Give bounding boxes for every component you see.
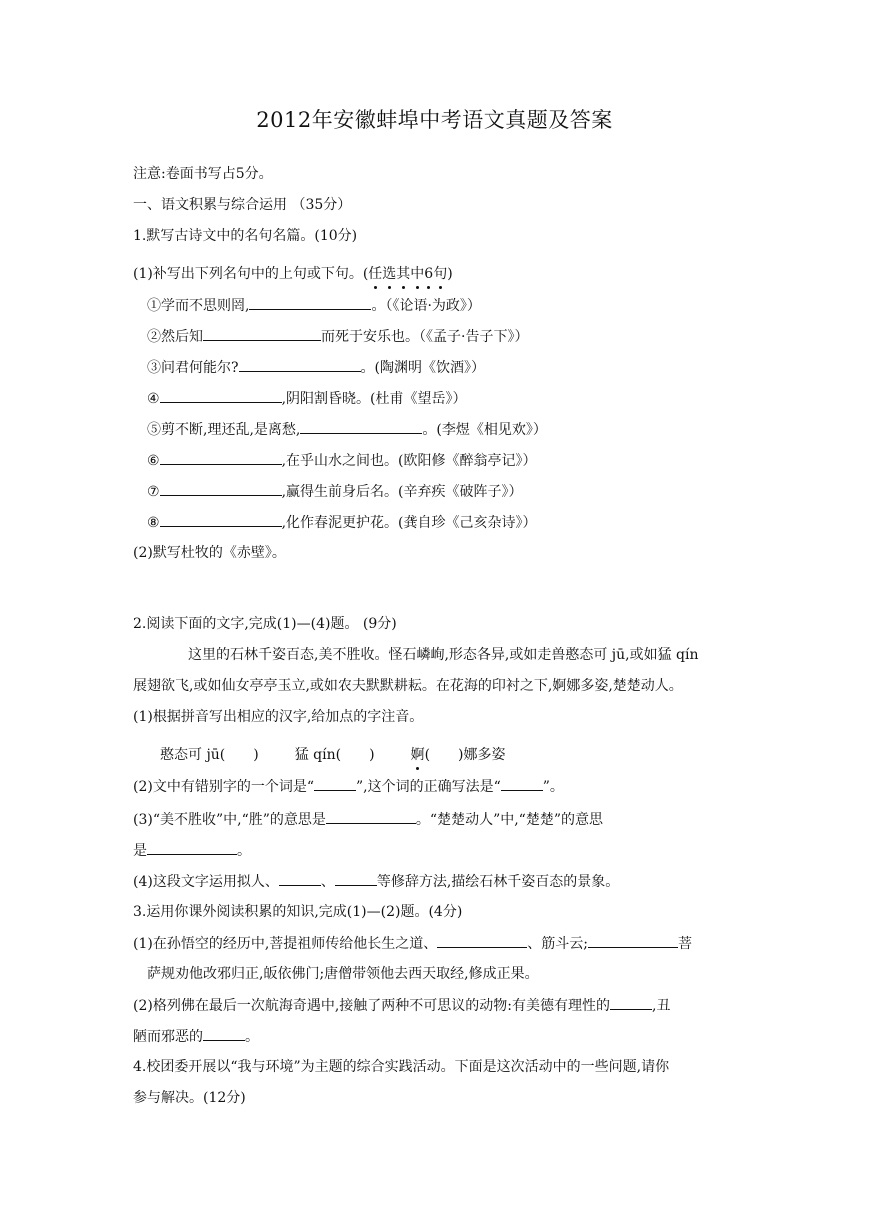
question-text: ”,这个词的正确写法是“ bbox=[356, 779, 501, 795]
answer-blank[interactable] bbox=[160, 388, 282, 403]
q2-sub2 bbox=[133, 776, 564, 797]
answer-blank[interactable] bbox=[160, 450, 282, 465]
item-text: ,赢得生前身后名。(辛弃疾《破阵子》） bbox=[281, 484, 523, 500]
answer-blank[interactable] bbox=[437, 933, 527, 948]
q1-sub2: (2)默写杜牧的《赤壁》。 bbox=[133, 545, 286, 561]
q3-sub1-line-2: 萨规劝他改邪归正,皈依佛门;唐僧带领他去西天取经,修成正果。 bbox=[147, 966, 539, 982]
item-text: ⑧ bbox=[147, 515, 160, 531]
question-text: 等修辞方法,描绘石林千姿百态的景象。 bbox=[376, 874, 620, 890]
q2-sub1: (1)根据拼音写出相应的汉字,给加点的字注音。 bbox=[133, 709, 424, 725]
question-text: ”。 bbox=[542, 779, 564, 795]
question-text: 是 bbox=[133, 843, 147, 859]
question-text: 陋而邪恶的 bbox=[133, 1029, 203, 1045]
answer-blank[interactable] bbox=[501, 776, 543, 791]
item-text: ⑤剪不断,理还乱,是离愁, bbox=[147, 422, 301, 438]
q3-heading: 3.运用你课外阅读积累的知识,完成(1)—(2)题。(4分) bbox=[133, 904, 463, 920]
q1-item-8 bbox=[147, 512, 536, 533]
question-text: 。 bbox=[245, 1029, 259, 1045]
question-text: (2)文中有错别字的一个词是“ bbox=[133, 779, 314, 795]
question-text: (1)在孙悟空的经历中,菩提祖师传给他长生之道、 bbox=[133, 936, 438, 952]
question-text: (4)这段文字运用拟人、 bbox=[133, 874, 279, 890]
item-text: ③问君何能尔? bbox=[147, 360, 239, 376]
item-text: ,阴阳割昏晓。(杜甫《望岳》） bbox=[281, 391, 467, 407]
note-line: 注意:卷面书写占5分。 bbox=[133, 166, 273, 182]
emphasis-char: 6 bbox=[424, 266, 434, 282]
answer-blank[interactable] bbox=[249, 295, 371, 310]
item-text: 。(李煜《相见欢》） bbox=[422, 422, 547, 438]
q4-line-2: 参与解决。(12分) bbox=[133, 1090, 246, 1106]
q2-pinyin-line bbox=[160, 745, 506, 765]
item-text: ④ bbox=[147, 391, 160, 407]
answer-blank[interactable] bbox=[326, 809, 416, 824]
emphasis-char: 任 bbox=[368, 266, 383, 282]
item-text: ②然后知 bbox=[147, 329, 203, 345]
question-text: 、 bbox=[320, 874, 335, 890]
pinyin-item: ( )娜多姿 bbox=[424, 747, 506, 763]
question-text: (3)“美不胜收”中,“胜”的意思是 bbox=[133, 812, 326, 828]
answer-blank[interactable] bbox=[279, 871, 321, 886]
answer-blank[interactable] bbox=[300, 419, 422, 434]
answer-blank[interactable] bbox=[160, 481, 282, 496]
item-text: ,在乎山水之间也。(欧阳修《醉翁亭记》） bbox=[281, 453, 537, 469]
item-text: 。(陶渊明《饮酒》） bbox=[360, 360, 485, 376]
answer-blank[interactable] bbox=[203, 326, 321, 341]
answer-blank[interactable] bbox=[314, 776, 356, 791]
q2-heading: 2.阅读下面的文字,完成(1)—(4)题。 (9分) bbox=[133, 616, 397, 632]
emphasis-char: 婀 bbox=[410, 747, 425, 763]
item-text: 而死于安乐也。（《孟子·告子下》） bbox=[321, 329, 529, 345]
q1-sub1-prefix: (1)补写出下列名句中的上句或下句。( bbox=[133, 266, 369, 282]
emphasis-char: 选 bbox=[382, 266, 397, 282]
q3-sub2-line-1 bbox=[133, 995, 670, 1016]
question-text: 菩 bbox=[678, 936, 692, 952]
q1-item-3 bbox=[147, 357, 485, 378]
answer-blank[interactable] bbox=[610, 995, 652, 1010]
item-text: ①学而不思则罔, bbox=[147, 298, 250, 314]
section-heading: 一、语文积累与综合运用 （35分） bbox=[133, 197, 352, 213]
q4-line-1: 4.校团委开展以“我与环境”为主题的综合实践活动。下面是这次活动中的一些问题,请你 bbox=[133, 1059, 670, 1075]
item-text: ,化作春泥更护花。(龚自珍《己亥杂诗》） bbox=[281, 515, 537, 531]
answer-blank[interactable] bbox=[588, 933, 678, 948]
item-text: 。（《论语·为政》） bbox=[371, 298, 481, 314]
q2-passage-line-1: 这里的石林千姿百态,美不胜收。怪石嶙峋,形态各异,或如走兽憨态可 jū,或如猛 qín bbox=[188, 647, 699, 663]
answer-blank[interactable] bbox=[335, 871, 377, 886]
question-text: 。“楚楚动人”中,“楚楚”的意思 bbox=[415, 812, 604, 828]
answer-blank[interactable] bbox=[203, 1026, 245, 1041]
q3-sub1-line-1 bbox=[133, 933, 692, 954]
q2-passage-line-2: 展翅欲飞,或如仙女亭亭玉立,或如农夫默默耕耘。在花海的印衬之下,婀娜多姿,楚楚动人。 bbox=[133, 678, 683, 694]
q2-sub3-line-1 bbox=[133, 809, 603, 830]
q1-item-2 bbox=[147, 326, 528, 347]
question-text: (2)格列佛在最后一次航海奇遇中,接触了两种不可思议的动物:有美德有理性的 bbox=[133, 998, 610, 1014]
emphasis-char: 其 bbox=[396, 266, 411, 282]
q1-item-1 bbox=[147, 295, 481, 316]
page-title: 2012年安徽蚌埠中考语文真题及答案 bbox=[256, 108, 613, 132]
answer-blank[interactable] bbox=[147, 840, 237, 855]
answer-blank[interactable] bbox=[239, 357, 361, 372]
question-text: 、筋斗云; bbox=[527, 936, 588, 952]
answer-blank[interactable] bbox=[160, 512, 282, 527]
q1-sub1-suffix: ) bbox=[447, 266, 453, 282]
q3-sub2-line-2 bbox=[133, 1026, 259, 1047]
q1-heading: 1.默写古诗文中的名句名篇。(10分) bbox=[133, 228, 358, 244]
question-text: ,丑 bbox=[652, 998, 671, 1014]
q1-item-6 bbox=[147, 450, 536, 471]
emphasis-char: 句 bbox=[433, 266, 448, 282]
emphasis-char: 中 bbox=[410, 266, 425, 282]
q1-item-5 bbox=[147, 419, 547, 440]
pinyin-item: 憨态可 jū( ) bbox=[160, 747, 259, 763]
pinyin-item: 猛 qín( ) bbox=[294, 747, 375, 763]
item-text: ⑦ bbox=[147, 484, 160, 500]
q1-item-4 bbox=[147, 388, 466, 409]
q2-sub4 bbox=[133, 871, 619, 892]
q2-sub3-line-2 bbox=[133, 840, 251, 861]
q1-sub1-line bbox=[133, 264, 453, 284]
q1-item-7 bbox=[147, 481, 522, 502]
item-text: ⑥ bbox=[147, 453, 160, 469]
question-text: 。 bbox=[237, 843, 251, 859]
